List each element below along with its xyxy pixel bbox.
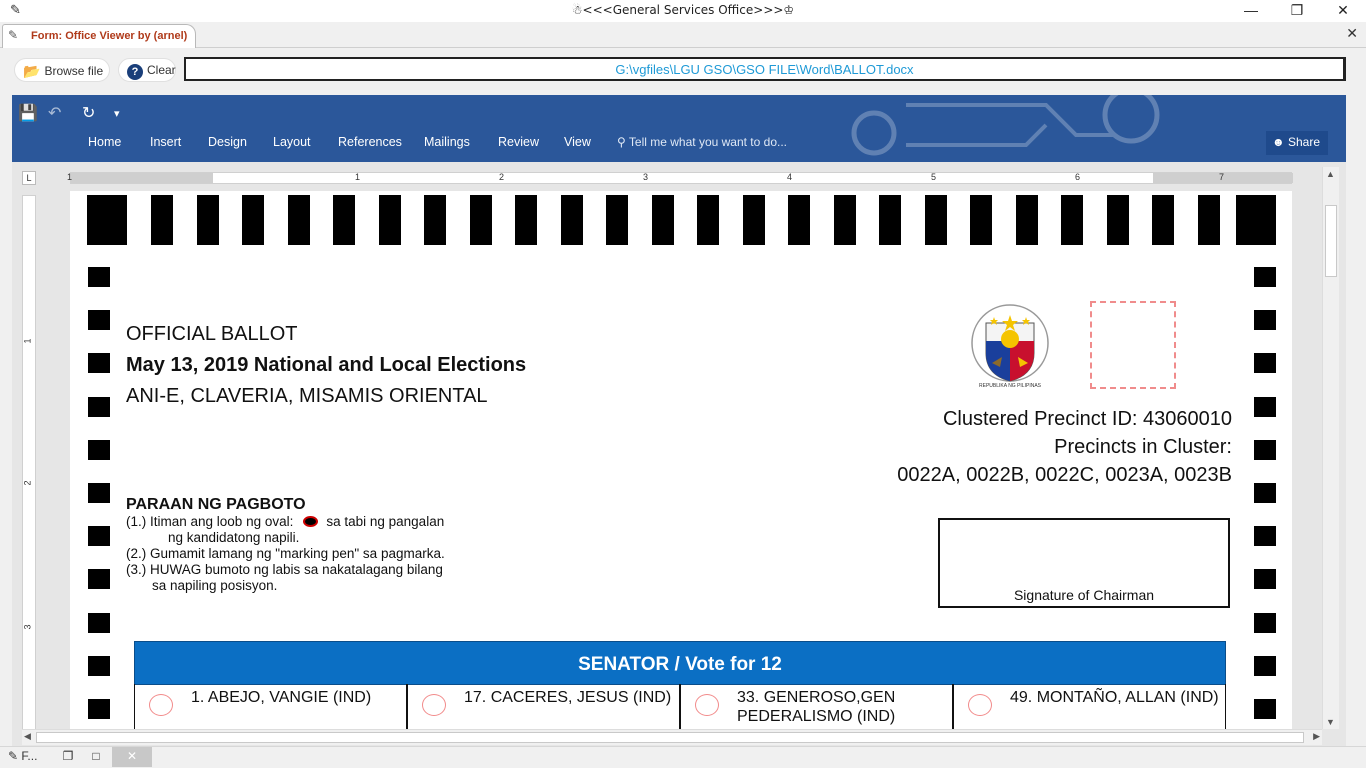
candidate-name: 49. MONTAÑO, ALLAN (IND) [1010, 689, 1219, 706]
maximize-form-icon[interactable]: □ [92, 749, 100, 763]
person-icon: ☻ [1272, 135, 1285, 149]
timing-mark [197, 195, 219, 245]
timing-mark [1198, 195, 1220, 245]
timing-mark [88, 440, 110, 460]
timing-mark [88, 397, 110, 417]
instruction-line: ng kandidatong napili. [168, 530, 300, 545]
candidate-cell[interactable] [134, 684, 407, 729]
timing-mark [379, 195, 401, 245]
form-icon: ✎ [8, 28, 19, 42]
ballot-header [126, 323, 526, 408]
vertical-scroll-thumb[interactable] [1325, 205, 1337, 277]
tell-me-search[interactable] [617, 135, 787, 149]
timing-mark [88, 613, 110, 633]
precinct-id: Clustered Precinct ID: 43060010 [942, 408, 1232, 430]
restore-form-icon[interactable]: ❐ [62, 749, 74, 763]
ruler-number: 1 [355, 172, 361, 182]
timing-mark [88, 310, 110, 330]
maximize-button[interactable]: ❐ [1290, 2, 1304, 18]
ribbon [12, 95, 1346, 162]
horizontal-scrollbar[interactable] [22, 729, 1322, 745]
timing-mark [1152, 195, 1174, 245]
timing-mark [87, 195, 127, 245]
horizontal-ruler[interactable] [67, 172, 1292, 184]
tab-review[interactable]: Review [498, 135, 539, 149]
timing-mark [1254, 526, 1276, 546]
document-viewer [12, 95, 1346, 746]
timing-mark [333, 195, 355, 245]
timing-mark [697, 195, 719, 245]
browse-file-label: Browse file [44, 64, 104, 78]
timing-mark [834, 195, 856, 245]
instruction-line [126, 514, 486, 530]
scroll-left-icon[interactable]: ◀ [24, 731, 31, 741]
ruler-number: 4 [787, 172, 793, 182]
timing-mark [88, 569, 110, 589]
tab-selector[interactable]: L [22, 171, 36, 185]
close-button[interactable]: ✕ [1337, 2, 1349, 18]
timing-mark [151, 195, 173, 245]
browse-file-button[interactable] [14, 58, 110, 82]
tab-insert[interactable]: Insert [150, 135, 182, 149]
instruction-text: (1.) Itiman ang loob ng oval: [126, 514, 294, 529]
help-icon: ? [127, 64, 143, 80]
timing-mark [470, 195, 492, 245]
ruler-number: 5 [931, 172, 937, 182]
signature-box [938, 518, 1230, 608]
filled-oval-icon [303, 516, 318, 527]
undo-icon[interactable]: ↶ [48, 105, 62, 122]
instruction-line: (3.) HUWAG bumoto ng labis sa nakatalagang bilang [126, 562, 443, 577]
ballot-location: ANI-E, CLAVERIA, MISAMIS ORIENTAL [126, 385, 488, 407]
form-icon: ✎ [8, 749, 19, 763]
ribbon-decoration [846, 95, 1226, 162]
close-form-taskbar-icon[interactable]: ✕ [112, 747, 152, 767]
tell-me-text: Tell me what you want to do... [628, 135, 788, 149]
lightbulb-icon: ⚲ [617, 135, 626, 149]
vote-oval[interactable] [422, 694, 446, 716]
scroll-down-icon[interactable]: ▼ [1326, 717, 1335, 727]
election-name: May 13, 2019 National and Local Elections [126, 354, 527, 376]
toolbar [0, 48, 1366, 92]
ballot-title: OFFICIAL BALLOT [126, 323, 298, 345]
timing-mark [88, 267, 110, 287]
tab-office-viewer[interactable] [2, 24, 196, 48]
document-page[interactable] [70, 191, 1292, 729]
tab-view[interactable]: View [564, 135, 591, 149]
timing-mark [1061, 195, 1083, 245]
horizontal-scroll-thumb[interactable] [36, 732, 1304, 743]
timing-mark [1254, 483, 1276, 503]
ruler-number: 2 [22, 480, 33, 486]
folder-icon: 📂 [23, 63, 41, 79]
vertical-ruler[interactable] [22, 195, 36, 740]
share-label: Share [1287, 135, 1321, 149]
ruler-number: 3 [643, 172, 649, 182]
philippine-seal-logo [970, 301, 1050, 389]
redo-icon[interactable]: ↻ [82, 105, 96, 122]
stamp-placeholder [1090, 301, 1176, 389]
timing-mark [1016, 195, 1038, 245]
timing-mark [652, 195, 674, 245]
signature-label: Signature of Chairman [1013, 587, 1155, 603]
timing-mark [1254, 440, 1276, 460]
timing-mark [879, 195, 901, 245]
timing-mark [743, 195, 765, 245]
timing-mark [88, 353, 110, 373]
app-icon: ✎ [10, 2, 21, 17]
vertical-scrollbar[interactable] [1322, 167, 1339, 729]
candidate-cell[interactable] [680, 684, 953, 729]
file-path-field[interactable]: G:\vgfiles\LGU GSO\GSO FILE\Word\BALLOT.docx [184, 57, 1346, 81]
clear-button[interactable] [118, 58, 176, 82]
vote-oval[interactable] [149, 694, 173, 716]
timing-mark [1254, 353, 1276, 373]
timing-mark [1254, 613, 1276, 633]
candidate-cell[interactable] [407, 684, 680, 729]
vote-oval[interactable] [695, 694, 719, 716]
timing-mark [242, 195, 264, 245]
minimized-form[interactable] [8, 747, 54, 767]
precinct-info [897, 405, 1232, 489]
mdi-taskbar [0, 746, 1366, 768]
timing-mark [1254, 310, 1276, 330]
tab-label: Form: Office Viewer by (arnel) [31, 30, 188, 42]
minimized-form-label: F... [21, 749, 38, 763]
window-title: ☃<<<General Services Office>>>♔ [571, 3, 795, 17]
ruler-number: 7 [1219, 172, 1225, 182]
scroll-right-icon[interactable]: ▶ [1313, 731, 1320, 741]
ruler-number: 3 [22, 624, 33, 630]
timing-mark [606, 195, 628, 245]
timing-mark [88, 526, 110, 546]
candidate-row [134, 684, 1226, 729]
timing-mark [1254, 569, 1276, 589]
candidate-name: 33. GENEROSO,GEN PEDERALISMO (IND) [737, 689, 896, 725]
ruler-number: 2 [499, 172, 505, 182]
scroll-up-icon[interactable]: ▲ [1326, 169, 1335, 179]
timing-mark [88, 656, 110, 676]
tab-design[interactable]: Design [208, 135, 247, 149]
timing-mark [1254, 397, 1276, 417]
timing-mark [88, 699, 110, 719]
timing-mark [561, 195, 583, 245]
timing-mark [1254, 267, 1276, 287]
voting-instructions [126, 496, 486, 594]
share-button[interactable] [1266, 131, 1328, 155]
candidate-name: 17. CACERES, JESUS (IND) [464, 689, 672, 706]
tab-references[interactable]: References [338, 135, 402, 149]
instruction-line: (2.) Gumamit lamang ng "marking pen" sa pagmarka. [126, 546, 445, 561]
form-tab-strip [0, 22, 1366, 48]
precincts-list: 0022A, 0022B, 0022C, 0023A, 0023B [897, 464, 1232, 486]
timing-mark [1107, 195, 1129, 245]
timing-mark [925, 195, 947, 245]
save-icon[interactable]: 💾 [18, 105, 38, 122]
tab-home[interactable]: Home [88, 135, 122, 149]
timing-mark [515, 195, 537, 245]
instructions-title: PARAAN NG PAGBOTO [126, 496, 306, 513]
seal-text: REPUBLIKA NG PILIPINAS [979, 383, 1041, 389]
timing-mark [288, 195, 310, 245]
instruction-text: sa tabi ng pangalan [326, 514, 445, 529]
minimize-button[interactable]: — [1244, 2, 1258, 18]
ruler-number: 1 [22, 338, 33, 344]
customize-quick-access-icon[interactable]: ▾ [114, 108, 120, 120]
timing-mark [970, 195, 992, 245]
tab-mailings[interactable]: Mailings [424, 135, 470, 149]
tab-layout[interactable]: Layout [273, 135, 311, 149]
ruler-margin-left [71, 173, 213, 183]
ruler-number: 6 [1075, 172, 1081, 182]
ruler-number: 1 [67, 172, 73, 182]
close-form-icon[interactable]: ✕ [1346, 25, 1358, 41]
precincts-label: Precincts in Cluster: [1054, 436, 1232, 458]
timing-mark [1254, 699, 1276, 719]
timing-mark [1236, 195, 1276, 245]
timing-mark [424, 195, 446, 245]
clear-label: Clear [147, 63, 176, 77]
timing-mark [1254, 656, 1276, 676]
instruction-line: sa napiling posisyon. [152, 578, 278, 593]
timing-mark [788, 195, 810, 245]
timing-mark [88, 483, 110, 503]
vote-oval[interactable] [968, 694, 992, 716]
candidate-name: 1. ABEJO, VANGIE (IND) [191, 689, 372, 706]
senator-header: SENATOR / Vote for 12 [134, 641, 1226, 685]
title-bar [0, 0, 1366, 22]
candidate-cell[interactable] [953, 684, 1226, 729]
